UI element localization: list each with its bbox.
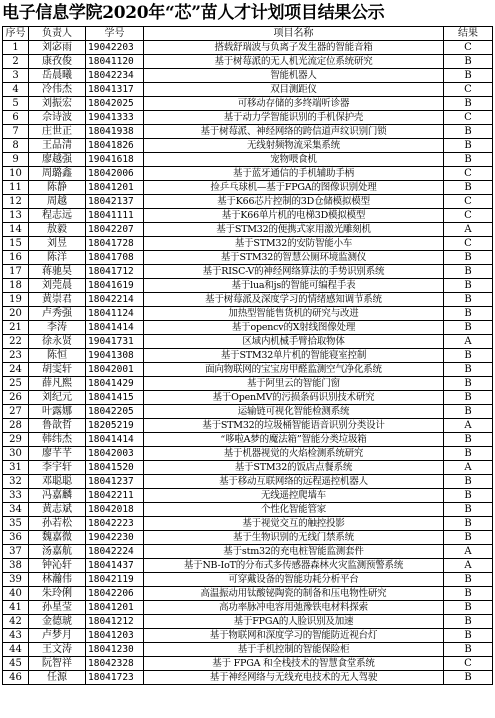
cell-leader: 叶露娜 <box>29 405 86 419</box>
cell-index: 33 <box>3 489 29 503</box>
cell-index: 26 <box>3 391 29 405</box>
table-row <box>3 517 493 531</box>
cell-result: C <box>444 111 493 125</box>
table-row <box>3 125 493 139</box>
table-row <box>3 209 493 223</box>
cell-result: A <box>444 419 493 433</box>
cell-leader: 朱玲俐 <box>29 587 86 601</box>
table-body <box>3 41 493 685</box>
cell-index: 12 <box>3 195 29 209</box>
cell-index: 13 <box>3 209 29 223</box>
cell-leader: 韩纬杰 <box>29 433 86 447</box>
table-row <box>3 181 493 195</box>
table-row <box>3 55 493 69</box>
cell-student-id: 18041317 <box>86 83 144 97</box>
table-row <box>3 629 493 643</box>
cell-index: 39 <box>3 573 29 587</box>
cell-project-name: 搭载舒瑞波与负离子发生器的智能音箱 <box>144 41 444 55</box>
cell-result: B <box>444 349 493 363</box>
cell-student-id: 18042207 <box>86 223 144 237</box>
cell-leader: 任源 <box>29 671 86 685</box>
cell-index: 34 <box>3 503 29 517</box>
cell-index: 16 <box>3 251 29 265</box>
cell-student-id: 18041723 <box>86 671 144 685</box>
cell-result: B <box>444 377 493 391</box>
cell-result: B <box>444 69 493 83</box>
cell-leader: 程志远 <box>29 209 86 223</box>
cell-result: C <box>444 195 493 209</box>
cell-result: B <box>444 615 493 629</box>
cell-project-name: “哆啦A梦的魔法箱”智能分类垃圾箱 <box>144 433 444 447</box>
cell-index: 24 <box>3 363 29 377</box>
table-header-row <box>3 27 493 41</box>
cell-index: 4 <box>3 83 29 97</box>
cell-student-id: 18041203 <box>86 629 144 643</box>
cell-result: C <box>444 83 493 97</box>
cell-leader: 卢梦月 <box>29 629 86 643</box>
table-row <box>3 433 493 447</box>
cell-index: 27 <box>3 405 29 419</box>
cell-leader: 卢秀强 <box>29 307 86 321</box>
cell-student-id: 18042328 <box>86 657 144 671</box>
cell-project-name: 基于树莓派、神经网络的跨信道声纹识别门锁 <box>144 125 444 139</box>
cell-project-name: 基于树莓派的无人机光流定位系统研究 <box>144 55 444 69</box>
cell-student-id: 18042119 <box>86 573 144 587</box>
cell-project-name: 基于OpenMV的污损条码识别技术研究 <box>144 391 444 405</box>
results-table <box>2 26 493 685</box>
cell-student-id: 18041520 <box>86 461 144 475</box>
cell-project-name: 基于树莓派及深度学习的情绪感知调节系统 <box>144 293 444 307</box>
cell-leader: 邓聪聪 <box>29 475 86 489</box>
cell-index: 14 <box>3 223 29 237</box>
cell-result: C <box>444 657 493 671</box>
cell-result: C <box>444 237 493 251</box>
cell-leader: 刘振宏 <box>29 97 86 111</box>
cell-index: 36 <box>3 531 29 545</box>
cell-project-name: 基于动力学智能识别的手机保护壳 <box>144 111 444 125</box>
cell-project-name: 基于STM32的饭店点餐系统 <box>144 461 444 475</box>
cell-result: B <box>444 587 493 601</box>
table-row <box>3 587 493 601</box>
cell-project-name: 双目测距仪 <box>144 83 444 97</box>
table-row <box>3 671 493 685</box>
cell-student-id: 18205219 <box>86 419 144 433</box>
cell-index: 43 <box>3 629 29 643</box>
page-title: 电子信息学院2020年“芯”苗人才计划项目结果公示 <box>2 3 385 23</box>
cell-project-name: 加热型智能售货机的研究与改进 <box>144 307 444 321</box>
cell-index: 3 <box>3 69 29 83</box>
cell-leader: 李涛 <box>29 321 86 335</box>
cell-result: C <box>444 167 493 181</box>
cell-index: 42 <box>3 615 29 629</box>
cell-leader: 佘诗波 <box>29 111 86 125</box>
cell-student-id: 18041826 <box>86 139 144 153</box>
cell-leader: 蒋驰昊 <box>29 265 86 279</box>
table-row <box>3 69 493 83</box>
cell-leader: 陈恒 <box>29 349 86 363</box>
cell-student-id: 18042223 <box>86 517 144 531</box>
table-row <box>3 237 493 251</box>
cell-index: 10 <box>3 167 29 181</box>
table-row <box>3 349 493 363</box>
cell-project-name: 基于opencv的X射线图像处理 <box>144 321 444 335</box>
table-row <box>3 475 493 489</box>
cell-student-id: 18041111 <box>86 209 144 223</box>
table-row <box>3 97 493 111</box>
cell-student-id: 18042211 <box>86 489 144 503</box>
cell-project-name: 基于STM32单片机的智能寝室控制 <box>144 349 444 363</box>
cell-result: B <box>444 517 493 531</box>
table-row <box>3 489 493 503</box>
cell-index: 37 <box>3 545 29 559</box>
table-row <box>3 377 493 391</box>
cell-project-name: 可穿戴设备的智能功耗分析平台 <box>144 573 444 587</box>
cell-index: 32 <box>3 475 29 489</box>
cell-project-name: 基于K66单片机的电梯3D模拟模型 <box>144 209 444 223</box>
cell-student-id: 18042003 <box>86 447 144 461</box>
cell-result: C <box>444 41 493 55</box>
table-row <box>3 419 493 433</box>
table-row <box>3 41 493 55</box>
table-row <box>3 531 493 545</box>
cell-leader: 阮智祥 <box>29 657 86 671</box>
cell-project-name: 基于RISC-V的神经网络算法的手势识别系统 <box>144 265 444 279</box>
cell-result: B <box>444 573 493 587</box>
cell-student-id: 18041201 <box>86 601 144 615</box>
cell-result: B <box>444 139 493 153</box>
cell-student-id: 18042205 <box>86 405 144 419</box>
cell-leader: 陈静 <box>29 181 86 195</box>
cell-project-name: 基于stm32的充电桩智能监测套件 <box>144 545 444 559</box>
table-row <box>3 251 493 265</box>
cell-result: A <box>444 223 493 237</box>
table-row <box>3 265 493 279</box>
cell-project-name: 基于lua和js的智能可编程手表 <box>144 279 444 293</box>
header-student-id: 学号 <box>86 27 144 41</box>
cell-leader: 岳晨曦 <box>29 69 86 83</box>
cell-result: B <box>444 391 493 405</box>
cell-leader: 陈洋 <box>29 251 86 265</box>
cell-result: B <box>444 321 493 335</box>
cell-student-id: 18041619 <box>86 279 144 293</box>
cell-project-name: 可移动存储的多终端听诊器 <box>144 97 444 111</box>
cell-student-id: 18041237 <box>86 475 144 489</box>
cell-project-name: 捡乒乓球机—基于FPGA的图像识别处理 <box>144 181 444 195</box>
cell-leader: 王文涛 <box>29 643 86 657</box>
cell-leader: 孙若松 <box>29 517 86 531</box>
table-row <box>3 559 493 573</box>
cell-project-name: 基于STM32的垃圾桶智能语音识别分类设计 <box>144 419 444 433</box>
cell-result: B <box>444 629 493 643</box>
table-row <box>3 321 493 335</box>
table-row <box>3 83 493 97</box>
cell-index: 25 <box>3 377 29 391</box>
cell-result: A <box>444 461 493 475</box>
cell-index: 44 <box>3 643 29 657</box>
cell-project-name: 基于STM32的便携式家用激光雕刻机 <box>144 223 444 237</box>
table-row <box>3 293 493 307</box>
cell-leader: 胡雯轩 <box>29 363 86 377</box>
cell-leader: 冯嘉麟 <box>29 489 86 503</box>
cell-project-name: 无线射频物流采集系统 <box>144 139 444 153</box>
cell-leader: 李宇轩 <box>29 461 86 475</box>
cell-student-id: 18041120 <box>86 55 144 69</box>
cell-index: 35 <box>3 517 29 531</box>
cell-index: 9 <box>3 153 29 167</box>
table-row <box>3 461 493 475</box>
cell-index: 38 <box>3 559 29 573</box>
cell-project-name: 基于 FPGA 和全栈技术的智慧食堂系统 <box>144 657 444 671</box>
cell-leader: 魏嘉微 <box>29 531 86 545</box>
cell-student-id: 18041712 <box>86 265 144 279</box>
cell-project-name: 基于NB-IoT的分布式多传感器森林火灾监测预警系统 <box>144 559 444 573</box>
cell-leader: 孙星莹 <box>29 601 86 615</box>
cell-project-name: 智能机器人 <box>144 69 444 83</box>
cell-project-name: 宠物喂食机 <box>144 153 444 167</box>
cell-result: B <box>444 405 493 419</box>
cell-index: 21 <box>3 321 29 335</box>
cell-project-name: 基于手机控制的智能保险柜 <box>144 643 444 657</box>
cell-project-name: 基于STM32的安防智能小车 <box>144 237 444 251</box>
cell-result: B <box>444 307 493 321</box>
table-row <box>3 601 493 615</box>
table-row <box>3 279 493 293</box>
cell-student-id: 18042224 <box>86 545 144 559</box>
cell-project-name: 基于移动互联网络的远程遥控机器人 <box>144 475 444 489</box>
cell-leader: 刘莞晨 <box>29 279 86 293</box>
cell-result: B <box>444 503 493 517</box>
cell-result: B <box>444 447 493 461</box>
header-index: 序号 <box>3 27 29 41</box>
cell-student-id: 18042018 <box>86 503 144 517</box>
cell-index: 18 <box>3 279 29 293</box>
cell-project-name: 区域内机械手臂拾取物体 <box>144 335 444 349</box>
cell-index: 45 <box>3 657 29 671</box>
table-row <box>3 657 493 671</box>
table-row <box>3 307 493 321</box>
cell-student-id: 19041308 <box>86 349 144 363</box>
cell-result: B <box>444 279 493 293</box>
table-row <box>3 363 493 377</box>
cell-student-id: 18042234 <box>86 69 144 83</box>
cell-student-id: 18041201 <box>86 181 144 195</box>
cell-index: 31 <box>3 461 29 475</box>
cell-leader: 黄志斌 <box>29 503 86 517</box>
cell-leader: 金德琥 <box>29 615 86 629</box>
cell-project-name: 基于生物识别的无线门禁系统 <box>144 531 444 545</box>
cell-leader: 徐永贤 <box>29 335 86 349</box>
cell-student-id: 19041731 <box>86 335 144 349</box>
cell-student-id: 18041230 <box>86 643 144 657</box>
cell-result: B <box>444 251 493 265</box>
cell-leader: 王品清 <box>29 139 86 153</box>
cell-student-id: 18041708 <box>86 251 144 265</box>
cell-student-id: 18042006 <box>86 167 144 181</box>
cell-leader: 庄世正 <box>29 125 86 139</box>
cell-result: A <box>444 559 493 573</box>
table-row <box>3 503 493 517</box>
cell-student-id: 18041429 <box>86 377 144 391</box>
cell-project-name: 高功率脉冲电容用弛豫铁电材料探索 <box>144 601 444 615</box>
cell-student-id: 18041415 <box>86 391 144 405</box>
cell-result: B <box>444 489 493 503</box>
cell-project-name: 运输链可视化智能检测系统 <box>144 405 444 419</box>
cell-project-name: 基于视觉交互的触控投影 <box>144 517 444 531</box>
cell-student-id: 18041938 <box>86 125 144 139</box>
cell-leader: 刘宓雨 <box>29 41 86 55</box>
cell-project-name: 无线遥控爬墙车 <box>144 489 444 503</box>
cell-index: 22 <box>3 335 29 349</box>
cell-result: B <box>444 433 493 447</box>
cell-index: 20 <box>3 307 29 321</box>
cell-result: B <box>444 475 493 489</box>
cell-student-id: 19041618 <box>86 153 144 167</box>
table-row <box>3 615 493 629</box>
cell-project-name: 基于机器视觉的火焰检测系统研究 <box>144 447 444 461</box>
cell-student-id: 19041333 <box>86 111 144 125</box>
cell-index: 23 <box>3 349 29 363</box>
cell-result: B <box>444 363 493 377</box>
table-row <box>3 335 493 349</box>
cell-result: B <box>444 125 493 139</box>
cell-index: 40 <box>3 587 29 601</box>
cell-project-name: 个性化智能管家 <box>144 503 444 517</box>
cell-project-name: 基于FPGA的人脸识别及加速 <box>144 615 444 629</box>
cell-index: 11 <box>3 181 29 195</box>
cell-project-name: 基于物联网和深度学习的智能防近视台灯 <box>144 629 444 643</box>
cell-index: 8 <box>3 139 29 153</box>
cell-leader: 廖芊芊 <box>29 447 86 461</box>
cell-leader: 刘纪元 <box>29 391 86 405</box>
cell-leader: 周璐鑫 <box>29 167 86 181</box>
cell-index: 46 <box>3 671 29 685</box>
cell-project-name: 面向物联网的宝宝房甲醛监测空气净化系统 <box>144 363 444 377</box>
table-row <box>3 573 493 587</box>
cell-leader: 敖毅 <box>29 223 86 237</box>
cell-student-id: 18041212 <box>86 615 144 629</box>
table-row <box>3 139 493 153</box>
cell-index: 5 <box>3 97 29 111</box>
cell-index: 1 <box>3 41 29 55</box>
cell-leader: 钟沁轩 <box>29 559 86 573</box>
cell-leader: 林瀚伟 <box>29 573 86 587</box>
cell-student-id: 18041728 <box>86 237 144 251</box>
header-project-name: 项目名称 <box>144 27 444 41</box>
cell-student-id: 18042001 <box>86 363 144 377</box>
header-leader: 负责人 <box>29 27 86 41</box>
cell-student-id: 18041414 <box>86 433 144 447</box>
cell-result: B <box>444 97 493 111</box>
cell-project-name: 基于K66芯片控制的3D仓储模拟模型 <box>144 195 444 209</box>
table-row <box>3 167 493 181</box>
cell-index: 41 <box>3 601 29 615</box>
cell-project-name: 基于STM32的智慧公厕环境监测仪 <box>144 251 444 265</box>
cell-result: B <box>444 601 493 615</box>
cell-result: B <box>444 671 493 685</box>
cell-index: 6 <box>3 111 29 125</box>
cell-leader: 薛凡熙 <box>29 377 86 391</box>
cell-leader: 周越 <box>29 195 86 209</box>
cell-result: B <box>444 643 493 657</box>
cell-index: 28 <box>3 419 29 433</box>
table-row <box>3 643 493 657</box>
table-row <box>3 391 493 405</box>
cell-student-id: 18042214 <box>86 293 144 307</box>
cell-project-name: 基于神经网络与无线充电技术的无人驾驶 <box>144 671 444 685</box>
cell-index: 29 <box>3 433 29 447</box>
cell-index: 7 <box>3 125 29 139</box>
cell-result: B <box>444 531 493 545</box>
cell-project-name: 高温振动用钛酸铋陶瓷的制备和压电物性研究 <box>144 587 444 601</box>
cell-leader: 黄崇君 <box>29 293 86 307</box>
table-row <box>3 111 493 125</box>
table-row <box>3 405 493 419</box>
cell-result: A <box>444 545 493 559</box>
cell-student-id: 18041437 <box>86 559 144 573</box>
cell-student-id: 19042203 <box>86 41 144 55</box>
cell-result: B <box>444 265 493 279</box>
cell-result: C <box>444 209 493 223</box>
cell-index: 17 <box>3 265 29 279</box>
cell-student-id: 18041124 <box>86 307 144 321</box>
cell-index: 2 <box>3 55 29 69</box>
cell-index: 15 <box>3 237 29 251</box>
cell-result: B <box>444 153 493 167</box>
header-result: 结果 <box>444 27 493 41</box>
cell-student-id: 18042025 <box>86 97 144 111</box>
cell-leader: 刘昱 <box>29 237 86 251</box>
cell-project-name: 基于阿里云的智能门窗 <box>144 377 444 391</box>
cell-leader: 康孜俊 <box>29 55 86 69</box>
cell-index: 19 <box>3 293 29 307</box>
table-row <box>3 153 493 167</box>
cell-student-id: 18041414 <box>86 321 144 335</box>
table-row <box>3 447 493 461</box>
cell-result: A <box>444 335 493 349</box>
cell-project-name: 基于蓝牙通信的手机辅助手柄 <box>144 167 444 181</box>
cell-student-id: 18042206 <box>86 587 144 601</box>
table-row <box>3 545 493 559</box>
table-row <box>3 223 493 237</box>
cell-index: 30 <box>3 447 29 461</box>
cell-leader: 鲁歆哲 <box>29 419 86 433</box>
cell-result: B <box>444 55 493 69</box>
cell-leader: 汤嘉航 <box>29 545 86 559</box>
cell-result: B <box>444 181 493 195</box>
cell-student-id: 19042230 <box>86 531 144 545</box>
cell-result: B <box>444 293 493 307</box>
table-row <box>3 195 493 209</box>
cell-leader: 廖越强 <box>29 153 86 167</box>
cell-leader: 冷伟杰 <box>29 83 86 97</box>
cell-student-id: 18042137 <box>86 195 144 209</box>
